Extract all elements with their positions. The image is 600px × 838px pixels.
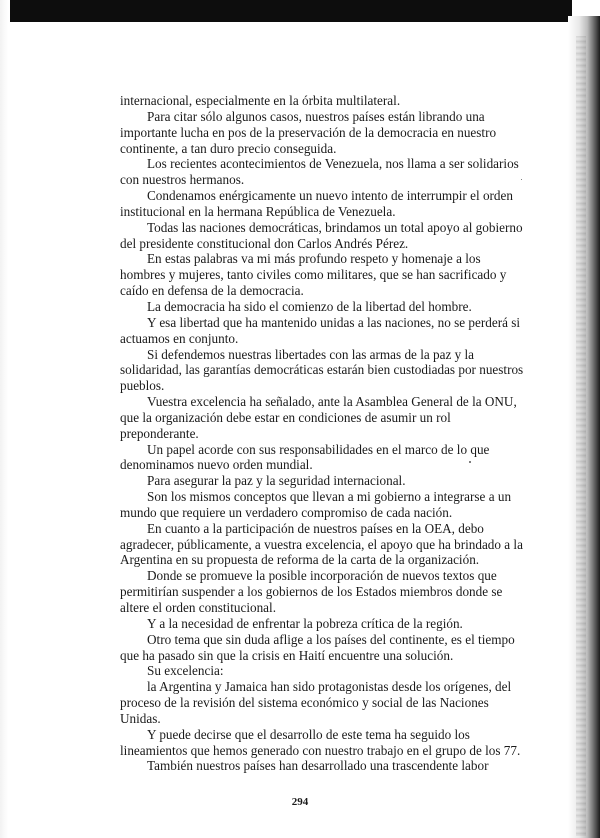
text-line: permitirían suspender a los gobiernos de los Estados miembros donde se [120,584,503,600]
text-line: caído en defensa de la democracia. [120,283,304,299]
text-line: solidaridad, las garantías democráticas estarán bien custodiadas por nuestros [120,362,524,378]
text-line: altere el orden constitucional. [120,600,276,615]
text-line: mundo que requiere un verdadero compromiso de cada nación. [120,504,453,520]
text-line: Para asegurar la paz y la seguridad internacional. [147,473,406,489]
text-line: continente, a tan duro precio conseguida. [120,140,337,156]
text-line: que ha pasado sin que la crisis en Haití encuentre una solución. [120,647,454,663]
text-line: Son los mismos conceptos que llevan a mi gobierno a integrarse a un [147,489,512,505]
text-line: agradecer, públicamente, a vuestra excelencia, el apoyo que ha brindado a la [120,536,523,552]
page-number: 294 [291,796,309,808]
scan-speck [469,461,471,463]
text-line: Un papel acorde con sus responsabilidades en el marco de lo que [147,441,490,457]
text-line: Si defendemos nuestras libertades con las armas de la paz y la [147,346,475,362]
text-line: hombres y mujeres, tanto civiles como militares, que se han sacrificado y [120,267,507,283]
scan-speck [521,179,522,180]
text-line: lineamientos que hemos generado con nuestro trabajo en el grupo de los 77. [120,742,521,758]
text-line: actuamos en conjunto. [120,330,239,346]
scan-edge-texture [576,36,586,836]
text-line: Los recientes acontecimientos de Venezuela, nos llama a ser solidarios [147,156,519,172]
text-line: Condenamos enérgicamente un nuevo intento de interrumpir el orden [147,188,513,204]
text-line: proceso de la revisión del sistema económico y social de las Naciones [120,695,489,711]
text-line: Argentina en su propuesta de reforma de la carta de la organización. [120,552,480,568]
text-line: internacional, especialmente en la órbita multilateral. [120,93,401,108]
text-line: Otro tema que sin duda aflige a los países del continente, es el tiempo [147,631,515,647]
text-line: la Argentina y Jamaica han sido protagonistas desde los orígenes, del [147,679,512,695]
text-line: Y puede decirse que el desarrollo de este tema ha seguido los [147,726,470,742]
text-line: Unidas. [120,710,161,726]
body-text [120,93,535,774]
text-line: del presidente constitucional don Carlos Andrés Pérez. [120,235,409,251]
text-line: institucional en la hermana República de Venezuela. [120,203,396,219]
text-line: Su excelencia: [147,663,224,679]
text-line: En cuanto a la participación de nuestros países en la OEA, debo [147,520,484,536]
text-line: La democracia ha sido el comienzo de la libertad del hombre. [147,298,472,314]
text-line: Todas las naciones democráticas, brindamos un total apoyo al gobierno [147,219,523,235]
text-line: importante lucha en pos de la preservación de la democracia en nuestro [120,124,497,140]
scan-top-border [10,0,572,22]
text-line: preponderante. [120,425,199,441]
scan-right-edge [568,16,600,838]
text-line: Y esa libertad que ha mantenido unidas a las naciones, no se perderá si [147,314,521,330]
text-line: Para citar sólo algunos casos, nuestros países están librando una [147,108,485,124]
scan-left-shadow [0,0,8,838]
text-line: En estas palabras va mi más profundo respeto y homenaje a los [147,251,481,267]
text-line: con nuestros hermanos. [120,172,245,188]
text-line: Donde se promueve la posible incorporación de nuevos textos que [147,568,497,584]
text-line: Y a la necesidad de enfrentar la pobreza crítica de la región. [147,615,463,631]
text-line: También nuestros países han desarrollado una trascendente labor [147,758,489,774]
text-line: Vuestra excelencia ha señalado, ante la Asamblea General de la ONU, [147,394,517,410]
text-line: denominamos nuevo orden mundial. [120,457,313,473]
text-line: pueblos. [120,378,165,394]
text-line: que la organización debe estar en condiciones de asumir un rol [120,409,451,425]
